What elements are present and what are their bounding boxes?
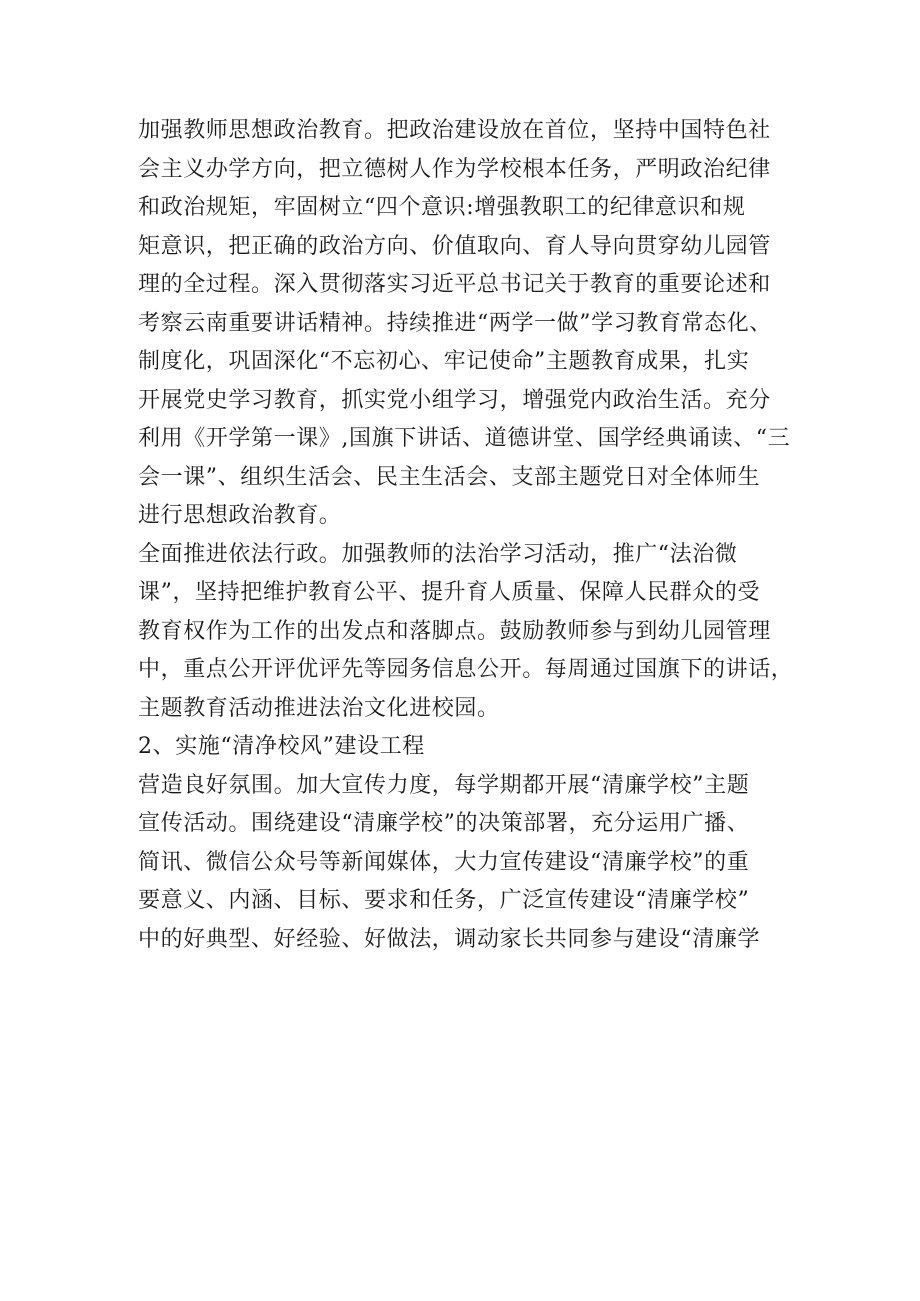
paragraph-political-education xyxy=(138,112,798,536)
text-line: 教育权作为工作的出发点和落脚点。鼓励教师参与到幼儿园管理 xyxy=(138,618,771,644)
text-line: 营造良好氛围。加大宣传力度，每学期都开展“清廉学校”主题 xyxy=(138,772,750,798)
paragraph-rule-of-law xyxy=(138,536,798,729)
text-line: 考察云南重要讲话精神。持续推进“两学一做”学习教育常态化、 xyxy=(138,310,772,336)
text-line: 矩意识，把正确的政治方向、价值取向、育人导向贯穿幼儿园管 xyxy=(138,233,771,259)
text-line: 要意义、内涵、目标、要求和任务，广泛宣传建设“清廉学校” xyxy=(138,888,750,913)
text-line: 进行思想政治教育。 xyxy=(138,503,342,528)
text-line: 简讯、微信公众号等新闻媒体，大力宣传建设“清廉学校”的重 xyxy=(138,849,750,875)
text-line: 制度化，巩固深化“不忘初心、牢记使命”主题教育成果，扎实 xyxy=(138,349,750,374)
document-body xyxy=(138,112,798,959)
paragraph-atmosphere xyxy=(138,767,798,960)
text-line: 加强教师思想政治教育。把政治建设放在首位，坚持中国特色社 xyxy=(138,118,771,143)
text-line: 课”，坚持把维护教育公平、提升育人质量、保障人民群众的受 xyxy=(138,580,761,605)
text-line: 利用《开学第一课》,国旗下讲话、道德讲堂、国学经典诵读、“三 xyxy=(138,426,791,451)
text-line: 理的全过程。深入贯彻落实习近平总书记关于教育的重要论述和 xyxy=(138,272,771,297)
heading-text: 2、实施“清净校风”建设工程 xyxy=(138,734,425,759)
text-line: 会主义办学方向，把立德树人作为学校根本任务，严明政治纪律 xyxy=(138,156,771,182)
text-line: 中的好典型、好经验、好做法，调动家长共同参与建设“清廉学 xyxy=(138,926,761,952)
text-line: 会一课”、组织生活会、民主生活会、支部主题党日对全体师生 xyxy=(138,464,761,490)
text-line: 全面推进依法行政。加强教师的法治学习活动，推广“法治微 xyxy=(138,541,738,567)
text-line: 宣传活动。围绕建设“清廉学校”的决策部署，充分运用广播、 xyxy=(138,811,750,836)
text-line: 开展党史学习教育，抓实党小组学习，增强党内政治生活。充分 xyxy=(138,387,771,413)
section-heading xyxy=(138,728,798,767)
text-line: 主题教育活动推进法治文化进校园。 xyxy=(138,695,500,721)
text-line: 和政治规矩，牢固树立“四个意识:增强教职工的纪律意识和规 xyxy=(138,195,746,220)
text-line: 中，重点公开评优评先等园务信息公开。每周通过国旗下的讲话， xyxy=(138,657,794,682)
